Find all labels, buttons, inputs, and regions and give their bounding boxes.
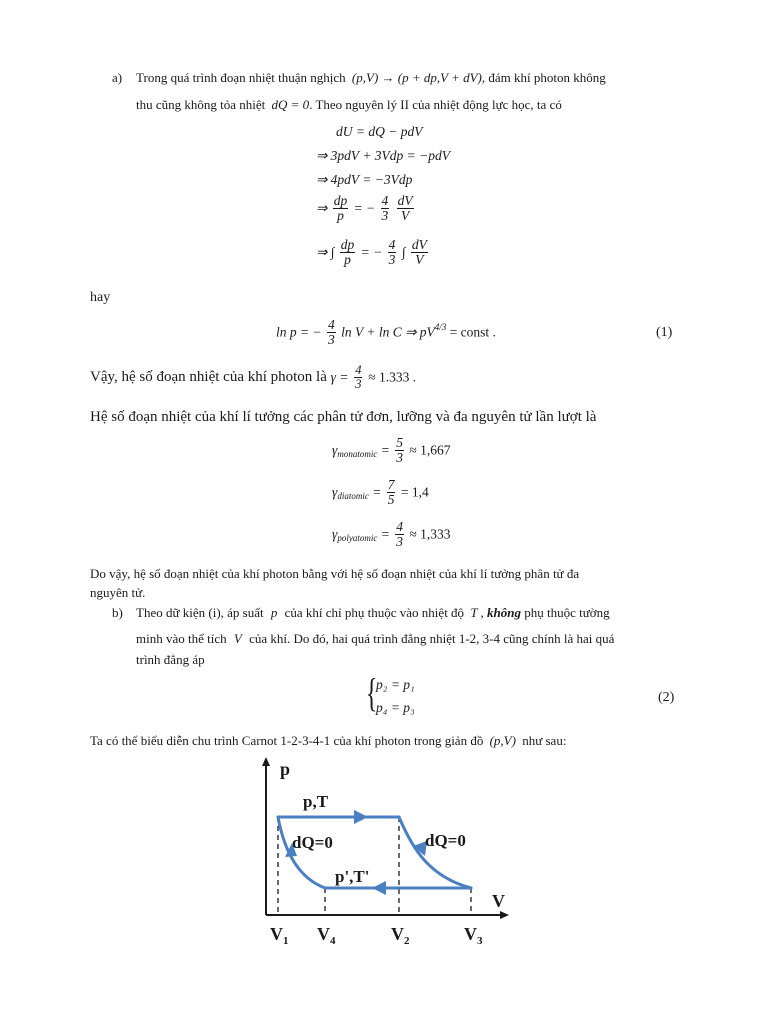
eq-arrow: ⇒ ∫ [316, 244, 335, 260]
part-a-text: . Theo nguyên lý II của nhiệt động lực học, ta có [309, 97, 562, 112]
fraction: $\frac{4}{3}$ [396, 519, 403, 550]
p-axis-label: p [280, 759, 291, 779]
gamma-monatomic: $\gamma_{monatomic}$ = $\frac{5}{3}$ ≈ 1,667 [332, 435, 451, 466]
arrow-top [354, 810, 368, 824]
gamma-photon-line: Vậy, hệ số đoạn nhiệt của khí photon là γ = $\frac{4}{3}$ ≈ 1.333 . [90, 363, 417, 392]
tick-v3: $V_3$ [464, 924, 483, 947]
equation-1: ln p = − $\frac{4}{3}$ ln V + ln C ⇒ $pV^{4/3}$ = const . [276, 317, 496, 348]
brace: { [365, 670, 378, 715]
adiabat-right [399, 817, 471, 888]
v-axis-label: V [492, 891, 505, 911]
equation-number-2: (2) [658, 690, 675, 705]
part-b-label: b) [112, 605, 123, 620]
hay-text: hay [90, 290, 111, 305]
part-a-line-2 [136, 97, 562, 113]
part-b-line-3: trình đẳng áp [136, 652, 205, 667]
part-a-label: a) [112, 70, 123, 85]
fraction: $\frac{4}{3}$ [355, 363, 362, 392]
equation-number-1: (1) [656, 325, 673, 340]
fraction: $\frac{5}{3}$ [396, 435, 403, 466]
part-a-text: thu cũng không tỏa nhiệt [136, 97, 266, 112]
tick-v2: $V_2$ [391, 924, 410, 947]
conclusion-line-2: nguyên tử. [90, 585, 146, 600]
top-isobar-label: p,T [303, 792, 329, 811]
fraction: $\frac{dV}{V}$ [397, 193, 413, 224]
left-adiabat-label: dQ=0 [292, 833, 333, 852]
part-b-line-2: minh vào thể tích V của khí. Do đó, hai quá trình đẳng nhiệt 1-2, 3-4 cũng chính là hai quá [136, 631, 615, 646]
equation-2-line-1: p₂ = p₁ [376, 677, 415, 692]
carnot-intro: Ta có thể biểu diễn chu trình Carnot 1-2-3-4-1 của khí photon trong giản đồ (p,V) như sau: [90, 733, 567, 748]
adiabat-left [278, 817, 325, 888]
derivation-eq-2: ⇒ 3pdV + 3Vdp = −pdV [316, 148, 451, 163]
dq-zero-expression: dQ = 0 [271, 97, 310, 112]
fraction: $\frac{dV}{V}$ [411, 237, 427, 268]
process-expression: (p,V) → (p + dp,V + dV) [351, 70, 482, 85]
fraction: $\frac{4}{3}$ [327, 317, 335, 348]
tick-v4: $V_4$ [317, 924, 336, 947]
fraction: $\frac{7}{5}$ [387, 477, 395, 508]
part-b-line-1: Theo dữ kiện (i), áp suất p của khí chỉ phụ thuộc vào nhiệt độ T , không phụ thuộc tường [136, 605, 610, 620]
conclusion-line-1: Do vậy, hệ số đoạn nhiệt của khí photon bằng với hệ số đoạn nhiệt của khí lí tưởng phân tử đa [90, 566, 580, 581]
fraction: $\frac{4}{3}$ [381, 193, 389, 224]
ideal-gas-intro: Hệ số đoạn nhiệt của khí lí tưởng các phân tử đơn, lưỡng và đa nguyên tử lần lượt là [90, 409, 597, 425]
part-a-line-1 [136, 70, 606, 86]
derivation-eq-4: ⇒ $\frac{dp}{p}$ = − $\frac{4}{3}$ $\frac{dV}{V}$ [316, 193, 413, 224]
fraction: $\frac{dp}{p}$ [340, 237, 355, 268]
gamma-polyatomic: $\gamma_{polyatomic}$ = $\frac{4}{3}$ ≈ 1,333 [332, 519, 451, 550]
part-a-text: Trong quá trình đoạn nhiệt thuận nghịch [136, 70, 346, 85]
tick-v1: $V_1$ [270, 924, 289, 947]
derivation-eq-5: ⇒ ∫ $\frac{dp}{p}$ = − $\frac{4}{3}$ ∫ $\frac{dV}{V}$ [316, 237, 427, 268]
fraction: $\frac{dp}{p}$ [333, 193, 348, 224]
right-adiabat-label: dQ=0 [425, 831, 466, 850]
arrow-bottom [372, 881, 386, 895]
part-a-text: , đám khí photon không [481, 70, 606, 85]
gamma-diatomic: $\gamma_{diatomic}$ = $\frac{7}{5}$ = 1,4 [332, 477, 429, 508]
eq-arrow: ⇒ [316, 200, 328, 216]
equation-2-line-2: p₄ = p₃ [376, 700, 415, 715]
derivation-eq-3: ⇒ 4pdV = −3Vdp [316, 172, 413, 187]
fraction: $\frac{4}{3}$ [388, 237, 396, 268]
carnot-pv-diagram [255, 755, 515, 950]
derivation-eq-1: dU = dQ − pdV [336, 124, 423, 139]
bottom-isobar-label: p',T' [335, 867, 370, 886]
